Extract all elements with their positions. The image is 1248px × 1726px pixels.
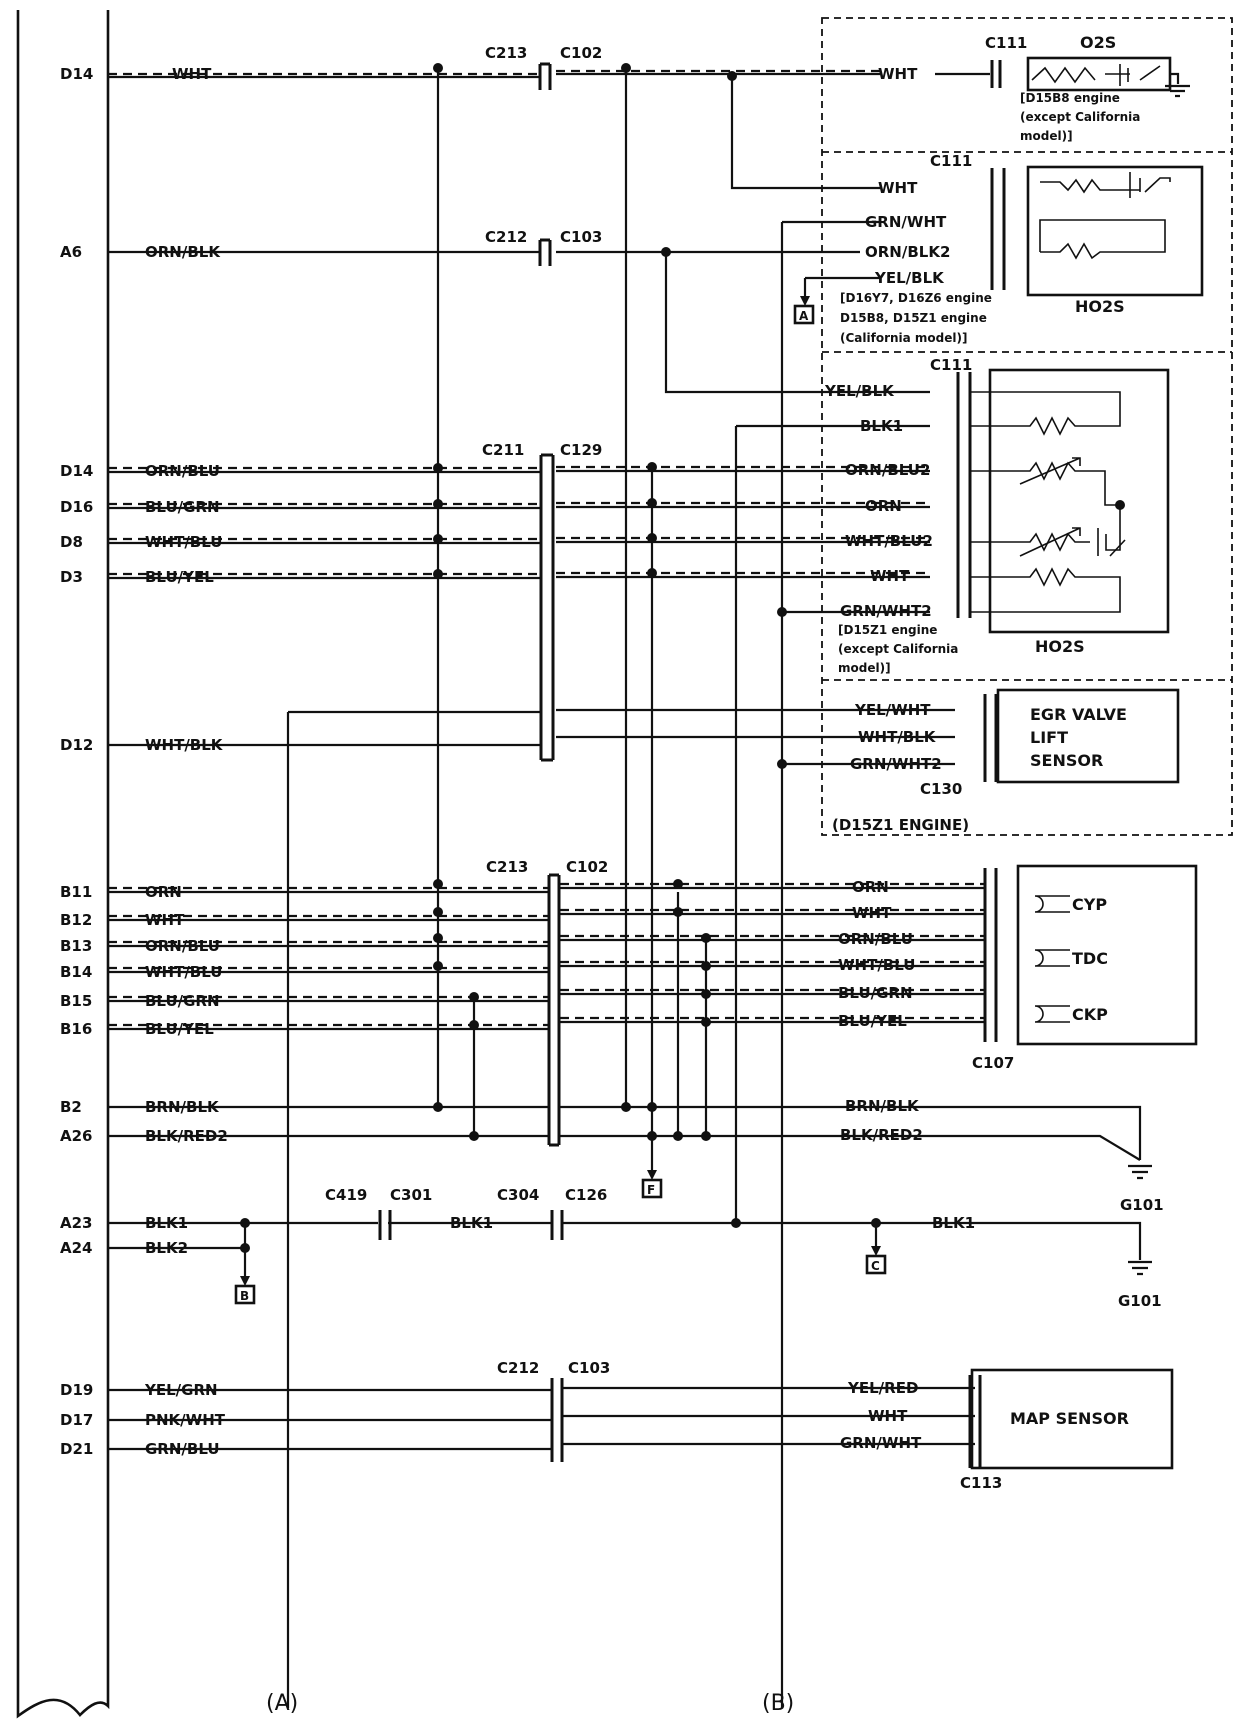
- ecm-wire-label: ORN/BLU: [145, 937, 220, 955]
- ecm-pin-label: B15: [60, 992, 93, 1010]
- wire-label: WHT: [870, 567, 910, 585]
- connector-label: C107: [972, 1054, 1015, 1072]
- ho2s1-note: (California model)]: [840, 331, 968, 345]
- ref-box-b: B: [240, 1289, 250, 1303]
- ho2s-label: HO2S: [1035, 637, 1085, 656]
- ho2s1-note: D15B8, D15Z1 engine: [840, 311, 987, 325]
- connector-label: C102: [560, 44, 603, 62]
- o2s-note: (except California: [1020, 110, 1141, 124]
- ecm-pin-label: B14: [60, 963, 93, 981]
- wire-label: BLU/YEL: [838, 1012, 907, 1030]
- egr-sensor-label: EGR VALVE: [1030, 705, 1127, 724]
- connector-label: C103: [560, 228, 603, 246]
- ecm-pin-label: D12: [60, 736, 94, 754]
- connector-label: C111: [930, 356, 973, 374]
- wire-label: WHT: [868, 1407, 908, 1425]
- wire-label: BLK1: [860, 417, 904, 435]
- wire-label: WHT: [852, 904, 892, 922]
- ground-label: G101: [1120, 1196, 1164, 1214]
- ho2s2-note: model)]: [838, 661, 891, 675]
- ecm-pin-label: D8: [60, 533, 83, 551]
- ecm-pin-label: D3: [60, 568, 83, 586]
- connector-label: C211: [482, 441, 525, 459]
- connector-label: C213: [485, 44, 528, 62]
- ecm-wire-label: WHT/BLU: [145, 533, 223, 551]
- ecm-wire-label: GRN/BLU: [145, 1440, 220, 1458]
- ecm-wire-label: BLK2: [145, 1239, 189, 1257]
- ecm-pin-label: D17: [60, 1411, 94, 1429]
- wire-label: ORN/BLU: [838, 930, 913, 948]
- ecm-wire-label: BLU/YEL: [145, 568, 214, 586]
- ecm-wire-label: BLU/GRN: [145, 498, 220, 516]
- egr-group-note: (D15Z1 ENGINE): [832, 816, 970, 834]
- ecm-wire-label: ORN/BLK: [145, 243, 220, 261]
- ho2s2-note: (except California: [838, 642, 959, 656]
- wire-label: ORN/BLU2: [845, 461, 931, 479]
- ecm-wire-label: BRN/BLK: [145, 1098, 219, 1116]
- wire-label: ORN: [852, 878, 889, 896]
- ecm-outline: [18, 10, 108, 1716]
- ground-label: G101: [1118, 1292, 1162, 1310]
- ho2s-label: HO2S: [1075, 297, 1125, 316]
- connector-label: C113: [960, 1474, 1003, 1492]
- egr-sensor-label: LIFT: [1030, 728, 1068, 747]
- ecm-wire-label: BLU/GRN: [145, 992, 220, 1010]
- connector-label: C129: [560, 441, 603, 459]
- ecm-pin-label: B2: [60, 1098, 82, 1116]
- ecm-pin-label: B13: [60, 937, 93, 955]
- wire-label: YEL/BLK: [875, 269, 944, 287]
- ecm-pin-label: D14: [60, 462, 94, 480]
- map-sensor-label: MAP SENSOR: [1010, 1409, 1129, 1428]
- connector-label: C126: [565, 1186, 608, 1204]
- connector-label: C111: [930, 152, 973, 170]
- wire-label: WHT/BLU2: [845, 532, 933, 550]
- ho2s2-note: [D15Z1 engine: [838, 623, 938, 637]
- ecm-pin-label: D14: [60, 65, 94, 83]
- connector-label: C212: [497, 1359, 540, 1377]
- ecm-wire-label: WHT: [172, 65, 212, 83]
- ecm-pin-label: A6: [60, 243, 83, 261]
- ecm-wire-label: ORN/BLU: [145, 462, 220, 480]
- connector-label: C301: [390, 1186, 433, 1204]
- ecm-pin-label: D19: [60, 1381, 94, 1399]
- connector-label: C419: [325, 1186, 368, 1204]
- bottom-ref-a: (A): [266, 1691, 299, 1716]
- ecm-wire-label: PNK/WHT: [145, 1411, 225, 1429]
- ref-box-c: C: [871, 1259, 880, 1273]
- connector-label: C212: [485, 228, 528, 246]
- wire-label: GRN/WHT2: [850, 755, 942, 773]
- ecm-pin-label: A24: [60, 1239, 93, 1257]
- ecm-pin-label: B11: [60, 883, 93, 901]
- ecm-wire-label: BLK/RED2: [145, 1127, 228, 1145]
- o2s-note: model)]: [1020, 129, 1073, 143]
- connector-label: C130: [920, 780, 963, 798]
- ecm-wire-label: WHT/BLK: [145, 736, 223, 754]
- wire-label: WHT/BLK: [858, 728, 936, 746]
- ecm-pin-label: A23: [60, 1214, 93, 1232]
- ecm-pin-label: B16: [60, 1020, 93, 1038]
- wire-label: BRN/BLK: [845, 1097, 919, 1115]
- ecm-wire-label: WHT: [145, 911, 185, 929]
- wire-label: GRN/WHT: [840, 1434, 922, 1452]
- ho2s1-note: [D16Y7, D16Z6 engine: [840, 291, 992, 305]
- ref-box-f: F: [647, 1183, 656, 1197]
- wire-label: GRN/WHT: [865, 213, 947, 231]
- wire-label: BLK1: [932, 1214, 976, 1232]
- connector-label: C103: [568, 1359, 611, 1377]
- ecm-wire-label: YEL/GRN: [145, 1381, 218, 1399]
- ecm-pin-label: B12: [60, 911, 93, 929]
- wire-label: WHT: [878, 179, 918, 197]
- wire-label: GRN/WHT2: [840, 602, 932, 620]
- ecm-wire-label: ORN: [145, 883, 182, 901]
- wire-label: WHT/BLU: [838, 956, 916, 974]
- ecm-wire-label: BLK1: [145, 1214, 189, 1232]
- o2s-note: [D15B8 engine: [1020, 91, 1120, 105]
- ecm-pin-label: A26: [60, 1127, 93, 1145]
- wire-label: YEL/BLK: [825, 382, 894, 400]
- cyp-label: CYP: [1072, 895, 1108, 914]
- wire-label: BLK/RED2: [840, 1126, 923, 1144]
- wire-label: WHT: [878, 65, 918, 83]
- ecm-wire-label: WHT/BLU: [145, 963, 223, 981]
- wire-label: BLK1: [450, 1214, 494, 1232]
- ref-box-a: A: [799, 309, 809, 323]
- connector-label: C213: [486, 858, 529, 876]
- egr-sensor-label: SENSOR: [1030, 751, 1104, 770]
- connector-label: C304: [497, 1186, 540, 1204]
- connector-label: C111: [985, 34, 1028, 52]
- connector-label: C102: [566, 858, 609, 876]
- wire-label: ORN: [865, 497, 902, 515]
- ecm-wire-label: BLU/YEL: [145, 1020, 214, 1038]
- wire-label: BLU/GRN: [838, 984, 913, 1002]
- o2s-label: O2S: [1080, 33, 1117, 52]
- wire-label: YEL/WHT: [855, 701, 931, 719]
- wire-label: YEL/RED: [848, 1379, 919, 1397]
- ckp-label: CKP: [1072, 1005, 1108, 1024]
- ecm-pin-label: D21: [60, 1440, 94, 1458]
- tdc-label: TDC: [1072, 949, 1108, 968]
- wire-label: ORN/BLK2: [865, 243, 951, 261]
- ecm-pin-label: D16: [60, 498, 94, 516]
- bottom-ref-b: (B): [762, 1691, 795, 1716]
